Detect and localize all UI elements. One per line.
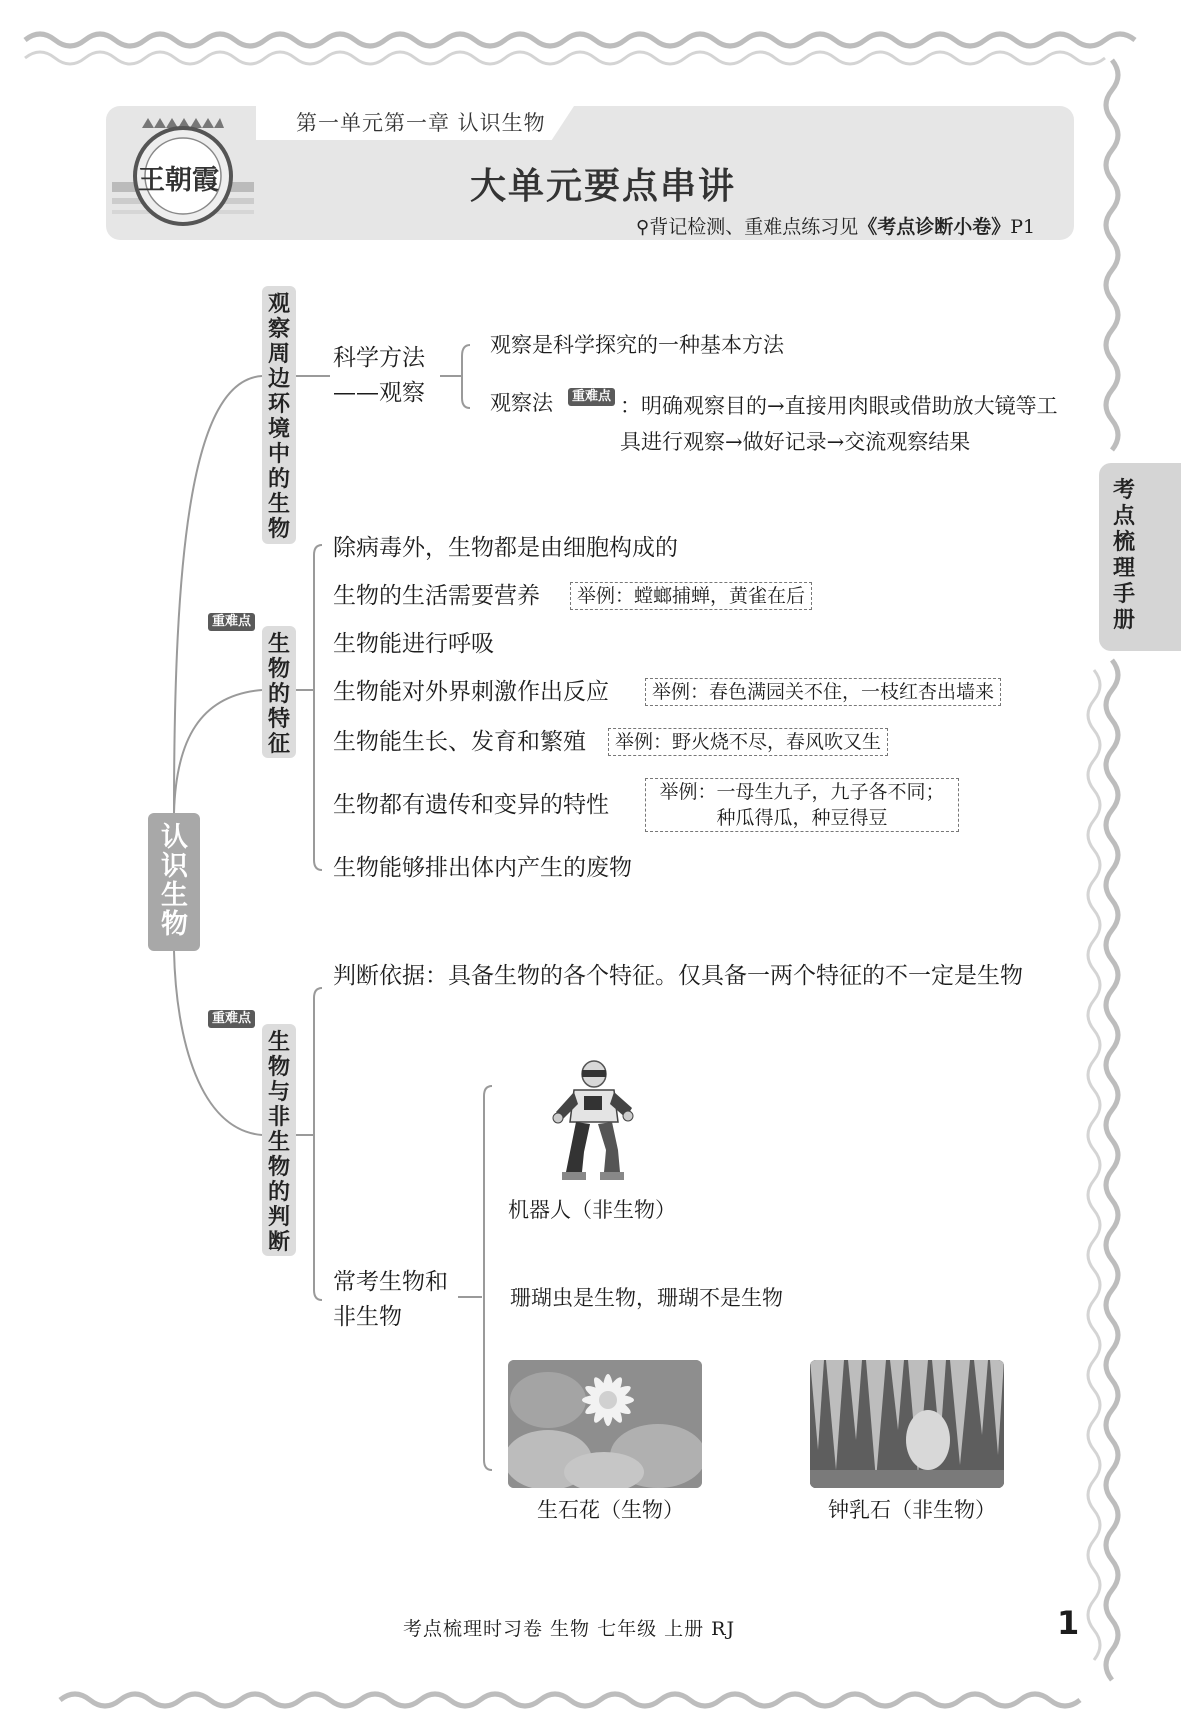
observe-method-text: ：明确观察目的→直接用肉眼或借助放大镜等工具进行观察→做好记录→交流观察结果 [620, 394, 1058, 454]
key-point-tag: 重难点 [208, 613, 255, 631]
branch-judgement-title: 生物与非生物的判断 [262, 1024, 296, 1256]
feature-item: 生物都有遗传和变异的特性 [333, 792, 609, 818]
page-title: 大单元要点串讲 [470, 166, 737, 207]
common-line2: 非生物 [333, 1304, 402, 1330]
feature-item: 除病毒外，生物都是由细胞构成的 [333, 535, 678, 561]
feature-item: 生物能进行呼吸 [333, 631, 494, 657]
stalactite-image [810, 1360, 1004, 1488]
observe-method-label: 观察法 [490, 391, 553, 415]
observe-item1: 观察是科学探究的一种基本方法 [490, 333, 784, 357]
lithops-caption: 生石花（生物） [537, 1498, 684, 1522]
method-line1: 科学方法 [333, 345, 425, 371]
reference-page: P1 [1010, 216, 1036, 238]
stalactite-caption: 钟乳石（非生物） [828, 1498, 996, 1522]
side-tab-label: 考点梳理手册 [1112, 478, 1135, 633]
robot-caption: 机器人（非生物） [508, 1198, 676, 1222]
page-number: 1 [1057, 1604, 1080, 1642]
lithops-image [508, 1360, 702, 1488]
example-box: 举例：春色满园关不住，一枝红杏出墙来 [645, 678, 1001, 706]
common-line1: 常考生物和 [333, 1269, 448, 1295]
chapter-label: 第一单元第一章 认识生物 [296, 111, 546, 135]
judgement-criterion: 判断依据：具备生物的各个特征。仅具备一两个特征的不一定是生物 [333, 963, 1023, 989]
footer-text: 考点梳理时习卷 生物 七年级 上册 RJ [403, 1618, 736, 1640]
mindmap-root: 认识生物 [148, 813, 200, 951]
key-point-tag: 重难点 [208, 1010, 255, 1028]
example-box: 举例：野火烧不尽，春风吹又生 [608, 728, 888, 756]
reference-book: 《考点诊断小卷》 [858, 216, 1011, 238]
magnifier-icon: ⚲ [636, 217, 650, 238]
example-box: 举例：螳螂捕蝉，黄雀在后 [570, 582, 812, 610]
method-line2: ——观察 [333, 380, 425, 406]
key-point-tag: 重难点 [568, 388, 615, 406]
reference-prefix: 背记检测、重难点练习见 [649, 216, 859, 238]
feature-item: 生物能对外界刺激作出反应 [333, 679, 609, 705]
logo-text: 王朝霞 [138, 165, 219, 196]
stalactite-photo [810, 1360, 1004, 1488]
feature-item: 生物能够排出体内产生的废物 [333, 855, 632, 881]
robot-image [548, 1060, 638, 1184]
lithops-photo [508, 1360, 702, 1488]
coral-note: 珊瑚虫是生物，珊瑚不是生物 [510, 1286, 783, 1310]
feature-item: 生物能生长、发育和繁殖 [333, 729, 586, 755]
branch-observe-title: 观察周边环境中的生物 [262, 286, 296, 544]
feature-item: 生物的生活需要营养 [333, 583, 540, 609]
branch-features-title: 生物的特征 [262, 626, 296, 758]
example-box-multiline: 举例：一母生九子，九子各不同； 种瓜得瓜，种豆得豆 [645, 778, 959, 832]
